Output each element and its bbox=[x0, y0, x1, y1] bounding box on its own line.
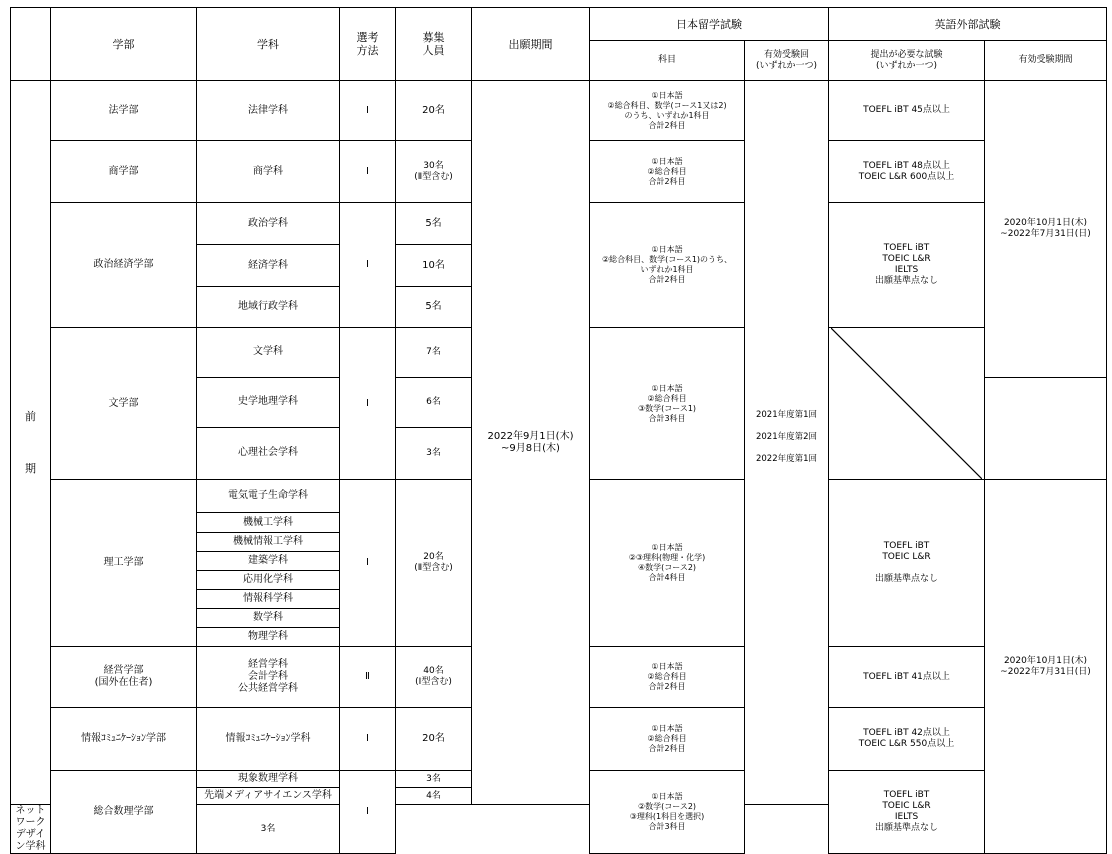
faculty-politics: 政治経済学部 bbox=[51, 203, 197, 328]
header-eju: 日本留学試験 bbox=[590, 8, 829, 41]
english-politics: TOEFL iBT TOEIC L&R IELTS 出願基準点なし bbox=[829, 203, 985, 328]
header-method: 選考 方法 bbox=[340, 8, 396, 81]
method-letters: I bbox=[340, 328, 396, 480]
capacity-law: 20名 bbox=[396, 81, 472, 141]
method-science: I bbox=[340, 480, 396, 647]
eju-session-3: 2022年度第1回 bbox=[755, 453, 818, 464]
capacity-politics-3: 5名 bbox=[396, 287, 472, 328]
dept-politics-2: 経済学科 bbox=[197, 245, 340, 287]
method-commerce: I bbox=[340, 141, 396, 203]
method-business: Ⅱ bbox=[340, 647, 396, 708]
capacity-politics-2: 10名 bbox=[396, 245, 472, 287]
term-label: 前 期 bbox=[11, 81, 51, 805]
header-faculty: 学部 bbox=[51, 8, 197, 81]
valid-period-1: 2020年10月1日(木) ~2022年7月31日(日) bbox=[985, 81, 1107, 378]
faculty-letters: 文学部 bbox=[51, 328, 197, 480]
capacity-infocomm: 20名 bbox=[396, 708, 472, 771]
header-blank bbox=[11, 8, 51, 81]
dept-letters-3: 心理社会学科 bbox=[197, 427, 340, 479]
faculty-math: 総合数理学部 bbox=[51, 771, 197, 854]
dept-science-6: 情報科学科 bbox=[197, 590, 340, 609]
dept-business: 経営学科 会計学科 公共経営学科 bbox=[197, 647, 340, 708]
capacity-business: 40名 (Ⅰ型含む) bbox=[396, 647, 472, 708]
faculty-law: 法学部 bbox=[51, 81, 197, 141]
faculty-infocomm: 情報ｺﾐｭﾆｹｰｼｮﾝ学部 bbox=[51, 708, 197, 771]
dept-infocomm: 情報ｺﾐｭﾆｹｰｼｮﾝ学科 bbox=[197, 708, 340, 771]
application-period: 2022年9月1日(木) ~9月8日(木) bbox=[472, 81, 590, 805]
eju-sessions bbox=[745, 81, 829, 805]
dept-science-5: 応用化学科 bbox=[197, 571, 340, 590]
dept-politics-3: 地域行政学科 bbox=[197, 287, 340, 328]
dept-law: 法律学科 bbox=[197, 81, 340, 141]
dept-math-2: 先端メディアサイエンス学科 bbox=[197, 788, 340, 805]
dept-math-1: 現象数理学科 bbox=[197, 771, 340, 788]
header-department: 学科 bbox=[197, 8, 340, 81]
capacity-commerce: 30名 (Ⅱ型含む) bbox=[396, 141, 472, 203]
subjects-commerce: ①日本語 ②総合科目 合計2科目 bbox=[590, 141, 745, 203]
english-math: TOEFL iBT TOEIC L&R IELTS 出願基準点なし bbox=[829, 771, 985, 854]
faculty-commerce: 商学部 bbox=[51, 141, 197, 203]
capacity-politics-1: 5名 bbox=[396, 203, 472, 245]
english-business: TOEFL iBT 41点以上 bbox=[829, 647, 985, 708]
subjects-science: ①日本語 ②③理科(物理・化学) ④数学(コース2) 合計4科目 bbox=[590, 480, 745, 647]
dept-science-1: 電気電子生命学科 bbox=[197, 480, 340, 513]
subjects-business: ①日本語 ②総合科目 合計2科目 bbox=[590, 647, 745, 708]
header-eju-subjects: 科目 bbox=[590, 41, 745, 81]
faculty-science: 理工学部 bbox=[51, 480, 197, 647]
header-english-valid: 有効受験期間 bbox=[985, 41, 1107, 81]
english-infocomm: TOEFL iBT 42点以上 TOEIC L&R 550点以上 bbox=[829, 708, 985, 771]
valid-period-2: 2020年10月1日(木) ~2022年7月31日(日) bbox=[985, 480, 1107, 854]
method-law: I bbox=[340, 81, 396, 141]
dept-science-7: 数学科 bbox=[197, 609, 340, 628]
subjects-politics: ①日本語 ②総合科目、数学(コース1)のうち、 いずれか1科目 合計2科目 bbox=[590, 203, 745, 328]
header-english: 英語外部試験 bbox=[829, 8, 1107, 41]
faculty-business: 経営学部 (国外在住者) bbox=[51, 647, 197, 708]
subjects-infocomm: ①日本語 ②総合科目 合計2科目 bbox=[590, 708, 745, 771]
method-math: I bbox=[340, 771, 396, 854]
subjects-law: ①日本語 ②総合科目、数学(コース1又は2) のうち、いずれか1科目 合計2科目 bbox=[590, 81, 745, 141]
capacity-letters-2: 6名 bbox=[396, 377, 472, 427]
english-science: TOEFL iBT TOEIC L&R 出願基準点なし bbox=[829, 480, 985, 647]
subjects-letters: ①日本語 ②総合科目 ③数学(コース1) 合計3科目 bbox=[590, 328, 745, 480]
english-law: TOEFL iBT 45点以上 bbox=[829, 81, 985, 141]
dept-science-4: 建築学科 bbox=[197, 552, 340, 571]
dept-science-2: 機械工学科 bbox=[197, 513, 340, 533]
capacity-letters-3: 3名 bbox=[396, 427, 472, 479]
method-infocomm: I bbox=[340, 708, 396, 771]
capacity-math-3: 3名 bbox=[197, 805, 340, 854]
header-period: 出願期間 bbox=[472, 8, 590, 81]
capacity-math-2: 4名 bbox=[396, 788, 472, 805]
capacity-math-1: 3名 bbox=[396, 771, 472, 788]
capacity-science: 20名 (Ⅱ型含む) bbox=[396, 480, 472, 647]
dept-politics-1: 政治学科 bbox=[197, 203, 340, 245]
header-capacity: 募集 人員 bbox=[396, 8, 472, 81]
diagonal-line-icon bbox=[831, 328, 982, 479]
dept-commerce: 商学科 bbox=[197, 141, 340, 203]
english-commerce: TOEFL iBT 48点以上 TOEIC L&R 600点以上 bbox=[829, 141, 985, 203]
dept-math-3: ネットワークデザイン学科 bbox=[11, 805, 51, 854]
eju-session-1: 2021年度第1回 bbox=[755, 409, 818, 420]
dept-science-3: 機械情報工学科 bbox=[197, 533, 340, 552]
dept-letters-1: 文学科 bbox=[197, 328, 340, 378]
english-letters-na bbox=[829, 328, 985, 480]
header-english-required: 提出が必要な試験 (いずれか一つ) bbox=[829, 41, 985, 81]
dept-science-8: 物理学科 bbox=[197, 628, 340, 647]
method-politics: I bbox=[340, 203, 396, 328]
subjects-math: ①日本語 ②数学(コース2) ③理科(1科目を選択) 合計3科目 bbox=[590, 771, 745, 854]
dept-letters-2: 史学地理学科 bbox=[197, 377, 340, 427]
admissions-table bbox=[10, 7, 1107, 854]
eju-session-2: 2021年度第2回 bbox=[755, 431, 818, 442]
header-eju-sessions: 有効受験回 (いずれか一つ) bbox=[745, 41, 829, 81]
capacity-letters-1: 7名 bbox=[396, 328, 472, 378]
